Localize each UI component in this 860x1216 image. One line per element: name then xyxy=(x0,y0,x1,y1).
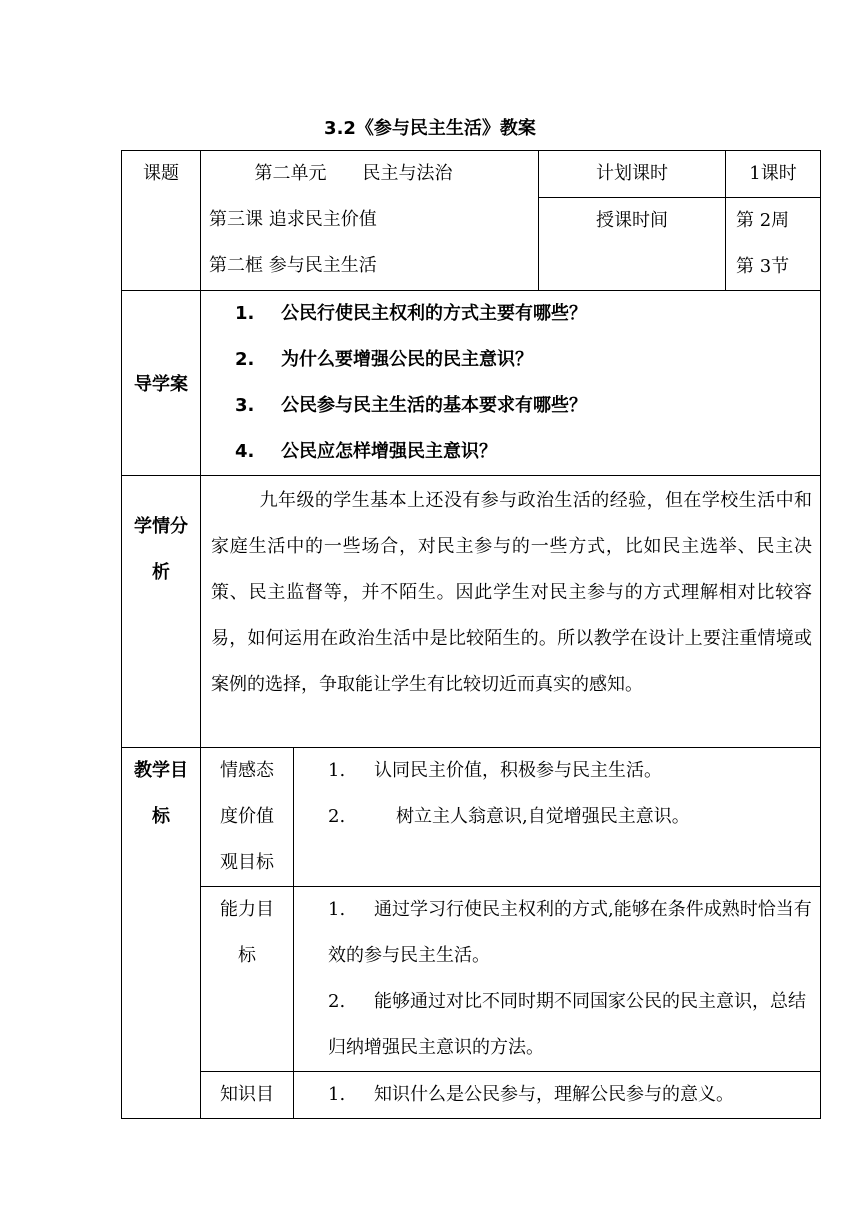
emotion-label: 情感态度价值观目标 xyxy=(220,760,274,873)
planned-value: 1课时 xyxy=(749,163,797,184)
guide-label: 导学案 xyxy=(134,374,188,395)
time-value-cell xyxy=(726,198,821,291)
guide-item: 2. 为什么要增强公民的民主意识？ xyxy=(235,349,533,370)
emotion-label-cell xyxy=(201,748,294,887)
knowledge-item: 1. 知识什么是公民参与，理解公民参与的意义。 xyxy=(328,1084,734,1105)
knowledge-list xyxy=(328,1072,820,1118)
knowledge-content-cell xyxy=(294,1072,821,1119)
analysis-content-cell xyxy=(201,476,821,748)
ability-label: 能力目标 xyxy=(220,899,274,966)
guide-content-cell xyxy=(201,291,821,476)
emotion-item: 2. 树立主人翁意识,自觉增强民主意识。 xyxy=(328,806,690,827)
guide-item: 4. 公民应怎样增强民主意识？ xyxy=(235,441,497,462)
emotion-item: 1. 认同民主价值，积极参与民主生活。 xyxy=(328,760,662,781)
emotion-content-cell xyxy=(294,748,821,887)
goals-label: 教学目标 xyxy=(134,760,188,827)
guide-item: 1. 公民行使民主权利的方式主要有哪些？ xyxy=(235,303,587,324)
guide-label-cell xyxy=(122,291,201,476)
ability-label-cell xyxy=(201,887,294,1072)
lesson-plan-table xyxy=(121,150,821,1119)
knowledge-label: 知识目 xyxy=(220,1084,274,1105)
analysis-label: 学情分析 xyxy=(134,516,188,583)
guide-list xyxy=(235,291,820,475)
goals-knowledge-row xyxy=(122,1072,821,1119)
emotion-list xyxy=(328,748,820,840)
knowledge-label-cell xyxy=(201,1072,294,1119)
planned-value-cell xyxy=(726,151,821,198)
ability-item: 2. 能够通过对比不同时期不同国家公民的民主意识，总结归纳增强民主意识的方法。 xyxy=(328,991,806,1058)
analysis-row xyxy=(122,476,821,748)
topic-label: 课题 xyxy=(143,163,179,184)
time-label: 授课时间 xyxy=(596,210,668,231)
guide-item: 3. 公民参与民主生活的基本要求有哪些？ xyxy=(235,395,587,416)
planned-label: 计划课时 xyxy=(596,163,668,184)
topic-content-cell xyxy=(201,151,539,291)
section-text: 第二框 参与民主生活 xyxy=(209,255,377,276)
ability-item: 1. 通过学习行使民主权利的方式,能够在条件成熟时恰当有效的参与民主生活。 xyxy=(328,899,812,966)
unit-text: 第二单元 民主与法治 xyxy=(254,163,453,184)
time-label-cell xyxy=(539,198,726,291)
planned-label-cell xyxy=(539,151,726,198)
ability-content-cell xyxy=(294,887,821,1072)
goals-ability-row xyxy=(122,887,821,1072)
analysis-label-cell xyxy=(122,476,201,748)
guide-row xyxy=(122,291,821,476)
topic-label-cell xyxy=(122,151,201,291)
week-text: 第 2周 xyxy=(736,210,790,231)
goals-emotion-row xyxy=(122,748,821,887)
analysis-text: 九年级的学生基本上还没有参与政治生活的经验，但在学校生活中和家庭生活中的一些场合，对民主参与的一些方式，比如民主选举、民主决策、民主监督等，并不陌生。因此学生对民主参与的方式理解相对比较容易，如何运用在政治生活中是比较陌生的。所以教学在设计上要注重情境或案例的选择，争取能让学生有比较切近而真实的感知。 xyxy=(211,490,812,695)
period-text: 第 3节 xyxy=(736,256,790,277)
lesson-text: 第三课 追求民主价值 xyxy=(209,209,377,230)
topic-row xyxy=(122,151,821,198)
goals-label-cell xyxy=(122,748,201,1119)
document-title: 3.2《参与民主生活》教案 xyxy=(324,118,536,139)
